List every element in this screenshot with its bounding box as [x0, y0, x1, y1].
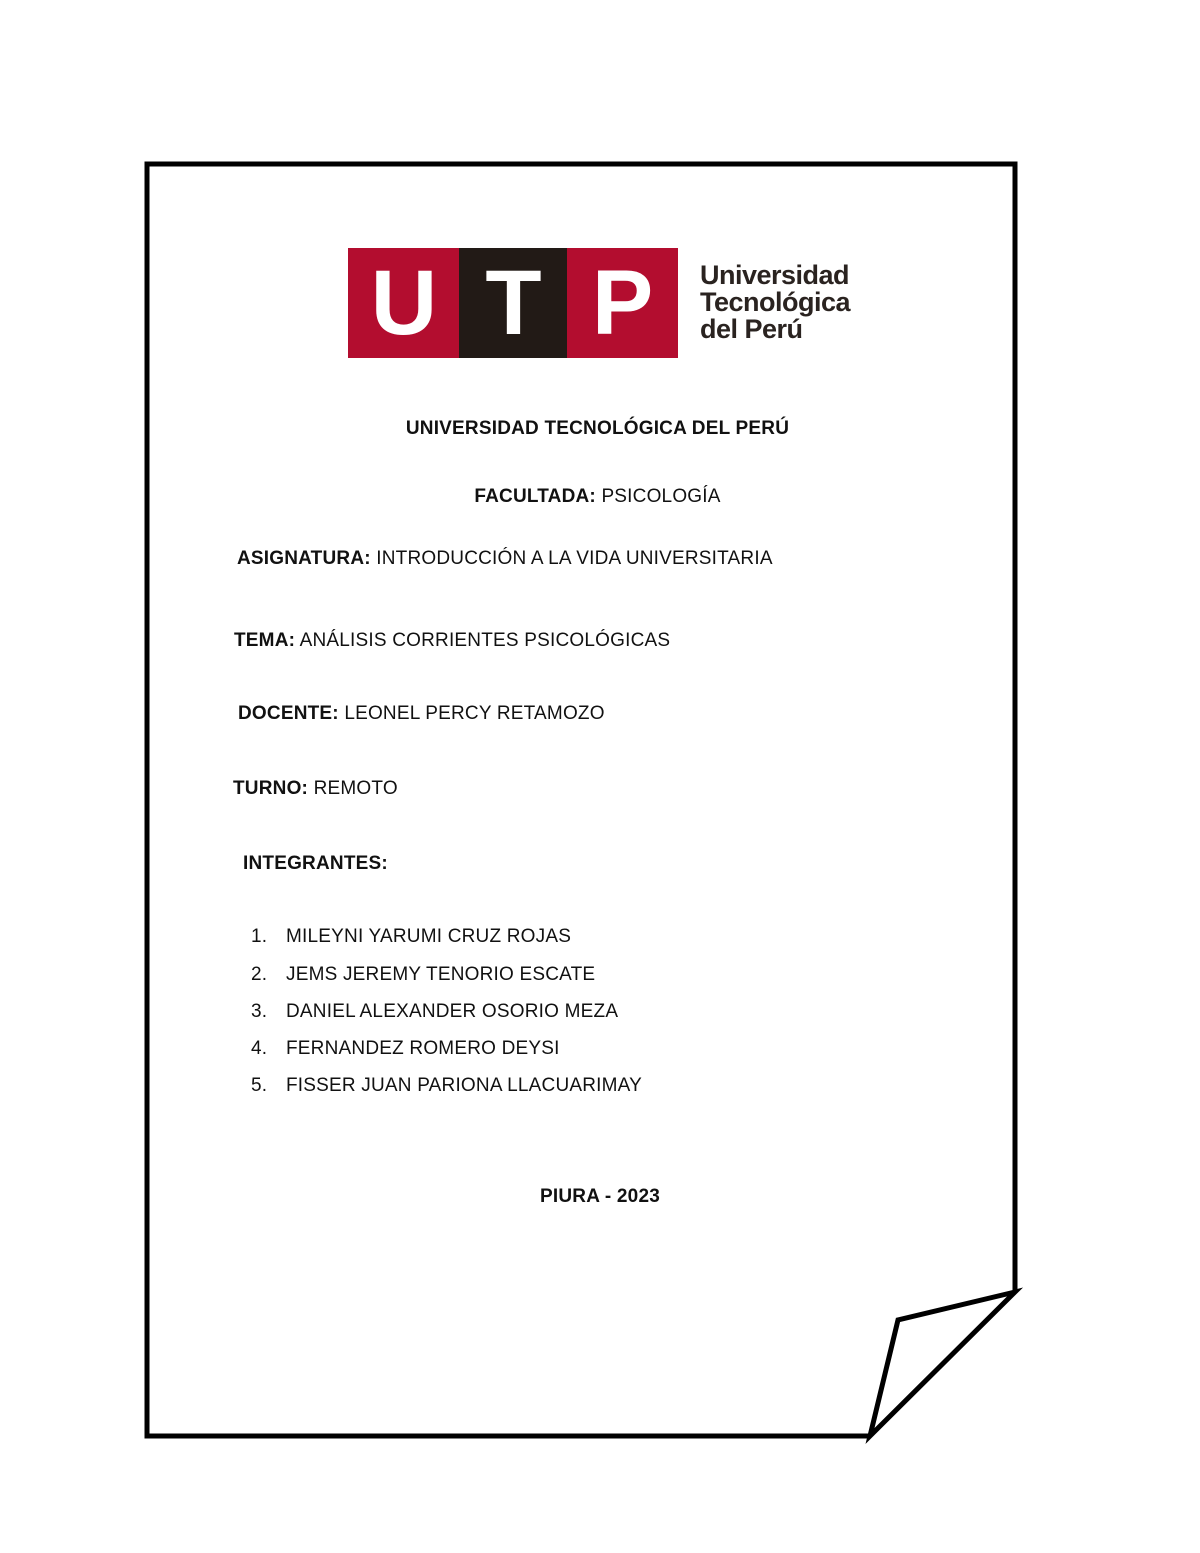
logo-block-u [348, 248, 460, 358]
list-item-number: 4. [251, 1038, 268, 1059]
list-item-number: 3. [251, 1001, 268, 1022]
field-docente-label: DOCENTE: [238, 703, 339, 724]
logo-wordmark-line-1: Universidad [700, 260, 850, 290]
footer-location-year: PIURA - 2023 [540, 1186, 660, 1207]
field-asignatura-label: ASIGNATURA: [237, 548, 371, 569]
field-docente-value: LEONEL PERCY RETAMOZO [344, 703, 605, 724]
logo-wordmark-line-2: Tecnológica [700, 287, 851, 317]
field-tema-label: TEMA: [234, 630, 296, 651]
field-tema [234, 630, 670, 652]
integrantes-label: INTEGRANTES: [243, 853, 388, 874]
field-docente [238, 703, 605, 725]
field-facultad-value: PSICOLOGÍA [601, 486, 721, 507]
field-asignatura [237, 548, 773, 570]
logo-block-t [459, 248, 568, 358]
list-item-name: DANIEL ALEXANDER OSORIO MEZA [286, 1001, 619, 1022]
list-item-number: 5. [251, 1075, 268, 1096]
list-item-name: FERNANDEZ ROMERO DEYSI [286, 1038, 560, 1059]
logo-block-p [567, 248, 678, 358]
list-item-number: 2. [251, 964, 268, 985]
field-tema-value: ANÁLISIS CORRIENTES PSICOLÓGICAS [299, 630, 671, 651]
logo-letter-p: P [591, 252, 654, 354]
field-turno-value: REMOTO [313, 778, 398, 799]
page-heading: UNIVERSIDAD TECNOLÓGICA DEL PERÚ [405, 418, 790, 439]
logo-letter-t: T [485, 252, 542, 354]
field-facultad [0, 486, 1195, 508]
folded-corner [870, 1292, 1015, 1436]
logo-wordmark [700, 262, 850, 343]
list-item-name: JEMS JEREMY TENORIO ESCATE [286, 964, 596, 985]
list-item-number: 1. [251, 926, 268, 947]
field-facultad-label: FACULTADA: [474, 486, 596, 507]
field-turno [233, 778, 398, 800]
list-item-name: MILEYNI YARUMI CRUZ ROJAS [286, 926, 572, 947]
logo-wordmark-line-3: del Perú [700, 314, 803, 344]
logo-letter-u: U [370, 252, 438, 354]
field-asignatura-value: INTRODUCCIÓN A LA VIDA UNIVERSITARIA [376, 548, 773, 569]
list-item-name: FISSER JUAN PARIONA LLACUARIMAY [286, 1075, 643, 1096]
field-turno-label: TURNO: [233, 778, 309, 799]
